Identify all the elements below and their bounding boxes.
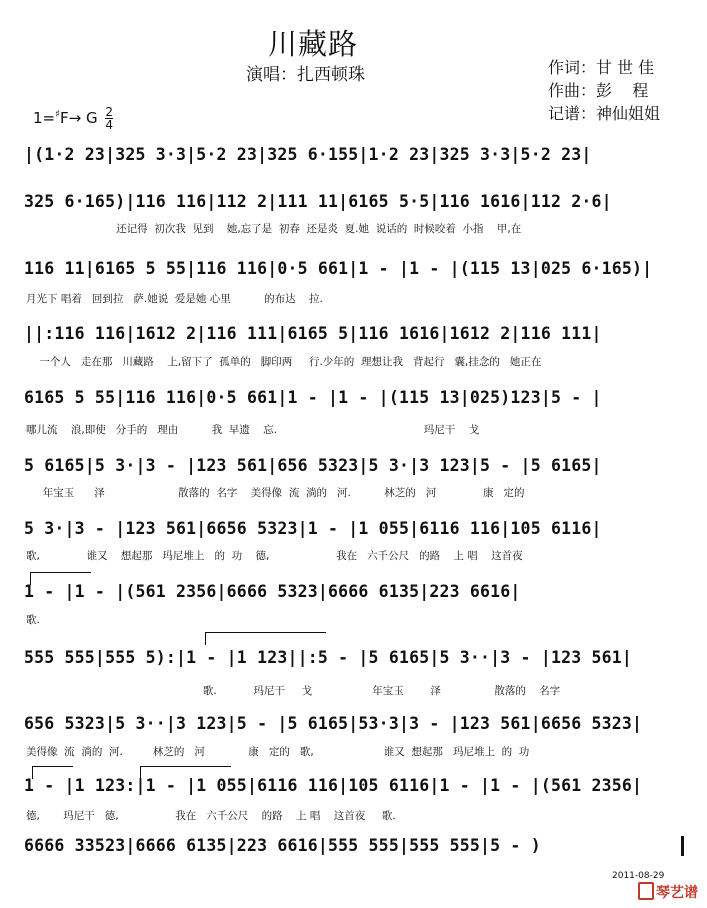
transcriber-credit: 记谱：神仙姐姐 [548,104,661,123]
lyrics-row: 歌. [26,614,40,626]
key-label: 1= [33,109,56,127]
time-bottom: 4 [105,118,113,132]
notation-row: 656 5323|5 3··|3 123|5 - |5 6165|53·3|3 - |123 561|6656 5323| [24,714,643,733]
notation-row: 1 - |1 123:|1 - |1 055|6116 116|105 6116|1 - |1 - |(561 2356| [24,776,643,795]
lyrics-row: 一个人 走在那 川藏路 上,留下了 孤单的 脚印两 行.少年的 理想让我 背起行 囊,挂念的 她正在 [26,356,542,368]
key-from: F [59,109,69,127]
watermark-logo [638,882,698,902]
date-stamp: 2011-08-29 [612,871,665,881]
lyrics-row: 还记得 初次我 见到 她,忘了是 初春 还是炎 夏.她 说话的 时候咬着 小指 甲,在 [26,223,522,235]
notation-row: 6165 5 55|116 116|0·5 661|1 - |1 - |(115 13|025)123|5 - | [24,388,602,407]
singer-credit: 演唱：扎西顿珠 [246,65,365,85]
logo-icon [638,882,654,900]
composer-credit: 作曲：彭 程 [548,81,649,100]
time-top: 2 [105,105,113,119]
lyrics-row: 歌. 玛尼干 戈 年宝玉 泽 散落的 名字 [26,685,561,697]
notation-row: |(1·2 23|325 3·3|5·2 23|325 6·155|1·2 23|325 3·3|5·2 23| [24,145,592,164]
lyrics-row: 德, 玛尼干 德, 我在 六千公尺 的路 上 唱 这首夜 歌. [26,810,396,822]
credits-block [548,56,660,125]
notation-row: 1 - |1 - |(561 2356|6666 5323|6666 6135|223 6616| [24,582,521,601]
lyrics-row: 歌, 谁又 想起那 玛尼堆上 的 功 德, 我在 六千公尺 的路 上 唱 这首夜 [26,550,523,562]
final-barline [681,836,684,856]
lyrics-row: 美得像 流 淌的 河. 林芝的 河 康 定的 歌, 谁又 想起那 玛尼堆上 的 功 [26,746,530,758]
key-sharp: ♯ [55,109,60,120]
volta-bracket [140,766,231,779]
lyricist-credit: 作词：甘 世 佳 [548,58,655,77]
notation-row: 5 6165|5 3·|3 - |123 561|656 5323|5 3·|3 123|5 - |5 6165| [24,456,602,475]
lyrics-row: 月光下 唱着 回到拉 萨.她说 爱是她 心里 的布达 拉. [26,293,323,305]
time-signature [105,106,113,131]
volta-bracket [32,766,73,779]
lyrics-row: 年宝玉 泽 散落的 名字 美得像 流 淌的 河. 林芝的 河 康 定的 [26,487,525,499]
lyrics-row: 哪儿流 浪,即使 分手的 理由 我 早遗 忘. 玛尼干 戈 [26,424,480,436]
volta-bracket [30,572,91,585]
notation-row: 325 6·165)|116 116|112 2|111 11|6165 5·5|116 1616|112 2·6| [24,192,612,211]
key-change: → G [68,109,98,127]
song-title: 川藏路 [268,27,359,61]
notation-row: 6666 33523|6666 6135|223 6616|555 555|555 555|5 - ) [24,836,541,855]
volta-bracket [205,632,326,645]
watermark-text: 琴艺谱 [656,885,698,901]
notation-row: ||:116 116|1612 2|116 111|6165 5|116 1616|1612 2|116 111| [24,324,602,343]
notation-row: 5 3·|3 - |123 561|6656 5323|1 - |1 055|6116 116|105 6116| [24,519,602,538]
notation-row: 116 11|6165 5 55|116 116|0·5 661|1 - |1 - |(115 13|025 6·165)| [24,259,653,278]
key-signature [33,106,113,131]
notation-row: 555 555|555 5):|1 - |1 123||:5 - |5 6165|5 3··|3 - |123 561| [24,648,633,667]
